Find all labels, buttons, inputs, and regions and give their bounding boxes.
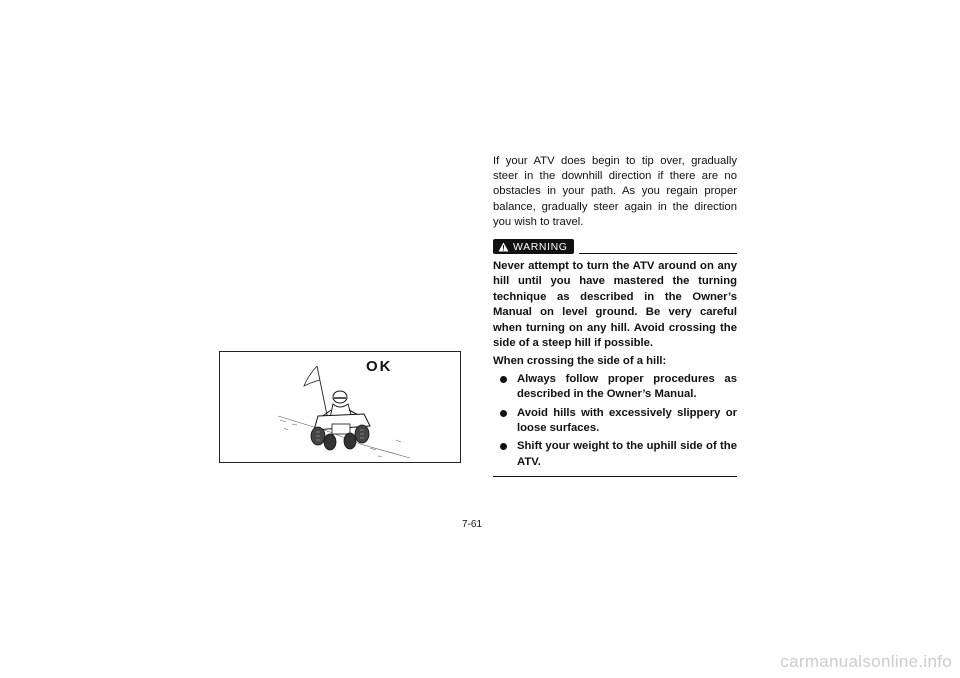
ok-label: OK [366,358,393,375]
intro-paragraph: If your ATV does begin to tip over, gradually steer in the downhill direction if there are no obstacles in your path. As you regain proper balance, gradually steer again in the direction you wish to travel. [493,155,737,228]
bullet-text: Avoid hills with excessively slippery or loose surfaces. [517,406,737,435]
warning-header [493,238,737,254]
warning-body: Never attempt to turn the ATV around on any hill until you have mastered the turning technique as described in the Owner’s Manual on level ground. Be very careful when turning on any hill. Avoid crossing the side of a steep hill if possible. [493,260,737,350]
bullet-icon [500,443,507,450]
list-item [493,406,737,437]
warning-divider [579,253,737,254]
warning-triangle-icon [498,242,509,252]
list-item [493,372,737,403]
watermark: carmanualsonline.info [780,652,952,671]
warning-bullet-list [493,372,737,470]
warning-subheading: When crossing the side of a hill: [493,355,667,368]
bullet-text: Always follow proper procedures as described in the Owner’s Manual. [517,372,737,401]
atv-illustration [219,351,461,463]
warning-end-divider [493,476,737,477]
page-number: 7-61 [462,519,483,530]
list-item [493,439,737,470]
warning-label: WARNING [513,240,568,253]
bullet-icon [500,410,507,417]
bullet-icon [500,376,507,383]
atv-rider-drawing [220,352,462,464]
bullet-text: Shift your weight to the uphill side of the ATV. [517,440,737,468]
warning-badge [493,239,574,254]
text-column [493,154,737,477]
